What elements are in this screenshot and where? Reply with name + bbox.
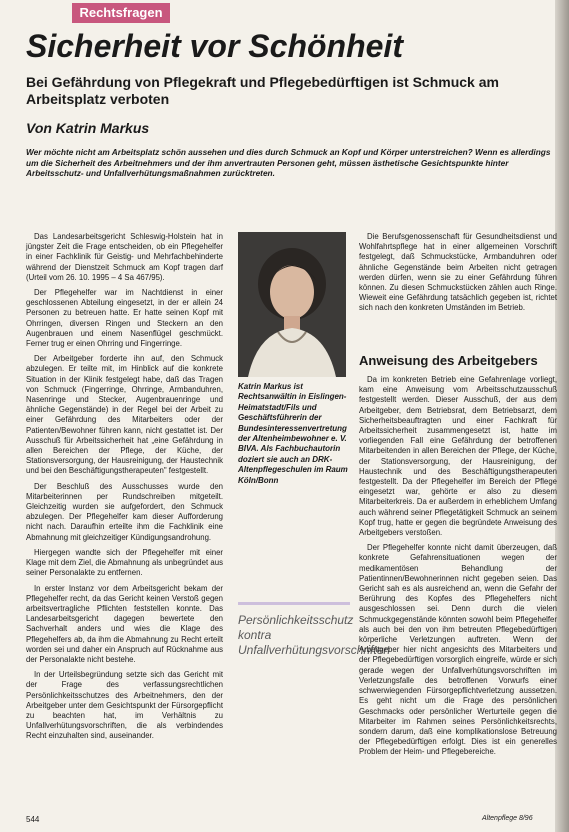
paragraph: Hiergegen wandte sich der Pflegehelfer mit einer Klage mit dem Ziel, die Abmahnung als unbegründet aus seiner Personalakte zu entfernen. bbox=[26, 547, 223, 578]
photo-caption: Katrin Markus ist Rechtsanwältin in Eislingen-Heimatstadt/Fils und Geschäftsführerin der Bundesinteressenvertretung der Altenheimbewohner e. V. BIVA. Als Fachbuchautorin doziert sie auch an DRK-Altenpflegeschulen im Raum Köln/Bonn bbox=[238, 382, 348, 485]
paragraph: Der Pflegehelfer konnte nicht damit überzeugen, daß konkrete Gefahrensituationen wegen der medikamentösen Behandlung der Patientinnen/Bewohnerinnen nicht gegeben seien. Das Gericht sah es als ausreichend an, wenn die Gefahr der Berührung des Kopfes des Pflegehelfers nicht ausgeschlossen sei. Denn durch die vielen Schmuckgegenstände könnten sowohl beim Pflegehelfer als auch bei den von ihm betreuten Pflegebedürftigen körperliche Verletzungen auftreten. Wenn der Arbeitgeber hier nicht angesichts des Mitarbeiters und der Pflegebedürftigen vorsorglich eingreife, würde er sich gerade wegen der Unfallverhütungsvorschriften im Verletzungsfalle des betroffenen Vorwurfs einer schwerwiegenden Fürsorgepflichtverletzung aussetzen. Es geht nicht um die Frage des persönlichen Geschmacks oder persönlicher Werturteile gegen die Mitarbeiter im Rahmen seines Persönlichkeitsrechts, sondern darum, daß eine komplikationslose Betreuung der Pflegebedürftigen erfolgt. Dies ist ein generelles Problem der Heim- und Pflegebereiche. bbox=[359, 543, 557, 757]
article-byline: Von Katrin Markus bbox=[26, 120, 150, 136]
page-binding-shadow bbox=[555, 0, 569, 832]
paragraph: Der Beschluß des Ausschusses wurde den Mitarbeiterinnen per Rundschreiben mitgeteilt. Gleichzeitig wurden sie aufgefordert, den Schmuck abzulegen. Der Pflegehelfer kam dieser Aufforderung nicht nach. Daraufhin erteilte ihm die Fachklinik eine Abmahnung mit gleichzeitiger Kündigungsandrohung. bbox=[26, 481, 223, 542]
magazine-issue: Altenpflege 8/96 bbox=[482, 815, 533, 822]
page-number: 544 bbox=[26, 815, 40, 824]
article-headline: Sicherheit vor Schönheit bbox=[26, 28, 403, 64]
author-portrait-image bbox=[238, 232, 346, 377]
article-subhead: Bei Gefährdung von Pflegekraft und Pflegebedürftigen ist Schmuck am Arbeitsplatz verboten bbox=[26, 74, 499, 107]
paragraph: Der Pflegehelfer war im Nachtdienst in einer geschlossenen Abteilung eingesetzt, in der er allein 24 Personen zu betreuen hatte. Er hatte seinen Kopf mit Ohrringen, diversen Ringen und Steckern an den Augenbrauen und einem Nasenflügel geschmückt. Ferner trug er einen Ohrring und Fingerringe. bbox=[26, 288, 223, 349]
section-subheading: Anweisung des Arbeitgebers bbox=[359, 353, 538, 368]
article-column-3-top bbox=[359, 232, 557, 319]
paragraph: In erster Instanz vor dem Arbeitsgericht bekam der Pflegehelfer recht, da das Gericht keinen Verstoß gegen arbeitsvertragliche Pflichten feststellen konnte. Das Landesarbeitsgericht dagegen bewertete den Sachverhalt anders und wies die Klage des Pflegehelfers ab, da ihm die Abmahnung zu Recht erteilt worden sei und daher ein Anspruch auf Rücknahme aus der Personalakte nicht bestehe. bbox=[26, 583, 223, 664]
article-column-1 bbox=[26, 232, 223, 747]
article-lead: Wer möchte nicht am Arbeitsplatz schön aussehen und dies durch Schmuck an Kopf und Körper unterstreichen? Wenn es allerdings um die Sicherheit des Arbeitnehmers und der ihm anvertrauten Personen geht, müssen ästhetische Gesichtspunkte hinter Arbeitsschutz- und Unfallverhütungsmaßnahmen zurücktreten. bbox=[26, 147, 551, 178]
pull-quote: Persönlichkeitsschutz kontra Unfallverhütungsvorschriften bbox=[238, 602, 350, 658]
article-column-3 bbox=[359, 375, 557, 763]
paragraph: Die Berufsgenossenschaft für Gesundheitsdienst und Wohlfahrtspflege hat in einer allgemeinen Vorschrift festgelegt, daß Schmuckstücke, Armbanduhren oder ähnliche Gegenstände beim Arbeiten nicht getragen werden dürfen, wenn sie zu einer Gefährdung führen können. Zu diesen Schmuckstücken zählen auch Ringe. Wieweit eine Gefährdung tatsächlich gegeben ist, richtet sich nach den konkreten Umständen im Betrieb. bbox=[359, 232, 557, 313]
paragraph: In der Urteilsbegründung setzte sich das Gericht mit der Frage des verfassungsrechtlichen Persönlichkeitsschutzes des Arbeitnehmers, den der Arbeitgeber unter dem Gesichtspunkt der Fürsorgepflicht zu beachten hat, im Verhältnis zu Unfallverhütungsvorschriften, die als verbindendes Recht einzuhalten sind, auseinander. bbox=[26, 670, 223, 741]
paragraph: Da im konkreten Betrieb eine Gefahrenlage vorliegt, kam eine Anweisung vom Arbeitsschutzausschuß festgestellt werden. Dieser Ausschuß, der aus dem Arbeitgeber, dem Betriebsrat, dem Betriebsarzt, dem Sicherheitsbeauftragten und einer Fachkraft für Arbeitssicherheit zusammengesetzt ist, hatte im vorliegenden Fall eine Gefährdung der betroffenen Mitarbeitenden in allen Bereichen der Pflege, der Küche, der Stationsversorgung, der Hausreinigung, der Haustechnik und des Beschäftigungstherapeuten festgestellt. Da der Pflegehelfer im Bereich der Pflege eingesetzt war, gehörte er also zu diesem Mitarbeiterkreis. Da er außerdem in erheblichem Umfang auch während seiner Pflegetätigkeit Schmuck an seinem Kopf trug, hatte er gegen die begründete Anweisung des Arbeitgebers verstoßen. bbox=[359, 375, 557, 538]
section-rubric: Rechtsfragen bbox=[72, 3, 170, 23]
paragraph: Das Landesarbeitsgericht Schleswig-Holstein hat in jüngster Zeit die Frage entscheiden, ob ein Pflegehelfer in einer Fachklinik für Geistig- und Mehrfachbehinderte während der Dienstzeit Schmuck am Kopf tragen darf (Urteil vom 26. 10. 1995 – 4 Sa 467/95). bbox=[26, 232, 223, 282]
paragraph: Der Arbeitgeber forderte ihn auf, den Schmuck abzulegen. Er teilte mit, im Hinblick auf die konkrete Situation in der Klinik festgelegt habe, daß das Tragen von Schmuck (Fingerringe, Ohrringe, Armbanduhren, Nasenringe und Stecker, Augenbrauenringe und ähnliche Gegenstände) in der Regel bei der Arbeit zu einer Gefährdung des Mitarbeiters oder der Patienten/Bewohner führen kann, nicht gestattet ist. Der Ausschuß für Arbeitssicherheit hat „eine Gefährdung in allen Bereichen der Pflege, der Küche, der Stationsversorgung, der Hausreinigung, der Haustechnik und bei den Beschäftigungstherapeuten" festgestellt. bbox=[26, 354, 223, 476]
author-photo bbox=[238, 232, 346, 377]
